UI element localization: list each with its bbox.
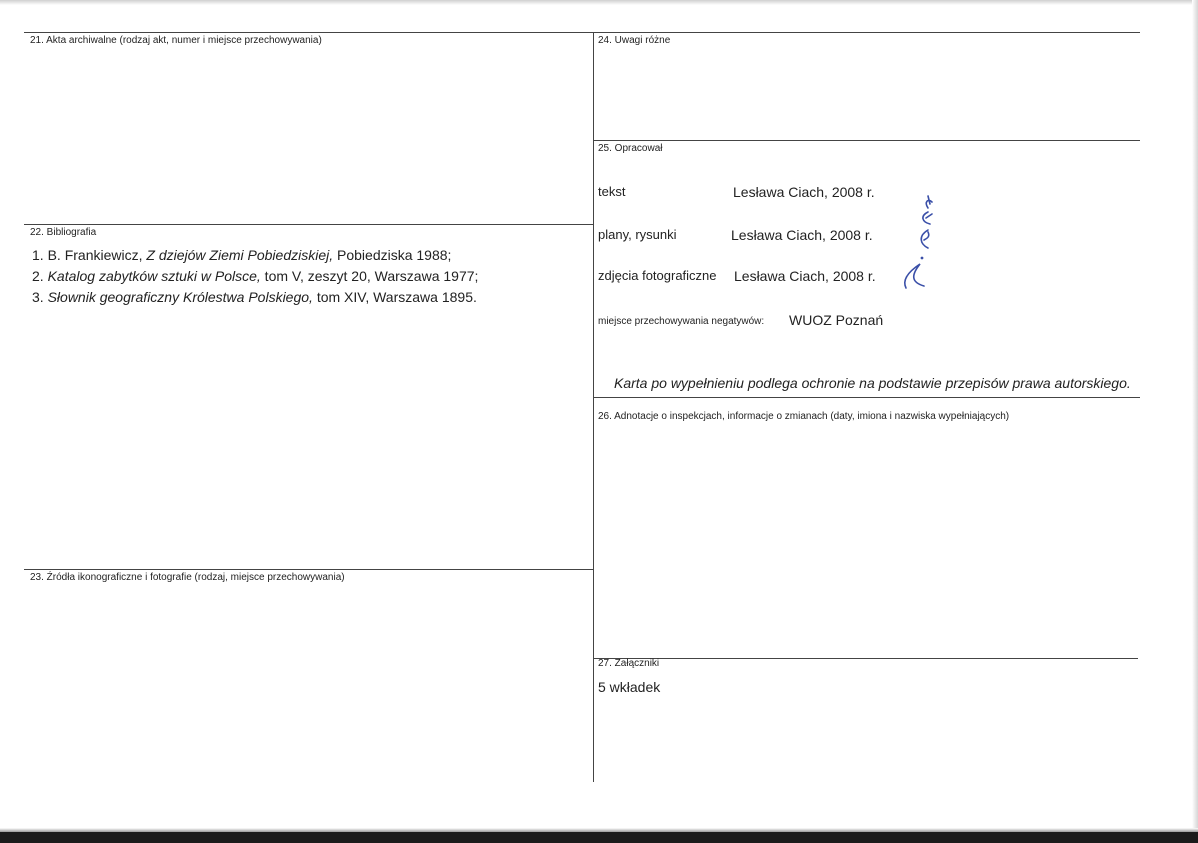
rule-s23 bbox=[24, 569, 593, 570]
bib-title: Katalog zabytków sztuki w Polsce, bbox=[47, 268, 261, 284]
section-26-label: 26. Adnotacje o inspekcjach, informacje o zmianach (daty, imiona i nazwiska wypełniających) bbox=[598, 411, 1010, 422]
scan-edge-right bbox=[1192, 0, 1198, 843]
center-divider bbox=[593, 32, 594, 782]
bib-post: tom V, zeszyt 20, Warszawa 1977; bbox=[260, 268, 479, 284]
author-row-photos-label: zdjęcia fotograficzne bbox=[598, 268, 717, 283]
bibliography-item-1 bbox=[32, 247, 451, 264]
bibliography-item-2 bbox=[32, 268, 478, 285]
bib-post: Pobiedziska 1988; bbox=[333, 247, 452, 263]
bib-title: Z dziejów Ziemi Pobiedziskiej, bbox=[146, 247, 334, 263]
bib-num: 1. bbox=[32, 247, 44, 263]
handwritten-signature bbox=[898, 192, 938, 292]
rule-s26 bbox=[593, 397, 1140, 398]
rule-s27 bbox=[593, 658, 1138, 659]
scan-edge-top bbox=[0, 0, 1198, 5]
section-23-label: 23. Źródła ikonograficzne i fotografie (rodzaj, miejsce przechowywania) bbox=[30, 572, 345, 583]
negatives-location-label: miejsce przechowywania negatywów: bbox=[598, 316, 765, 327]
bib-num: 3. bbox=[32, 289, 44, 305]
bib-post: tom XIV, Warszawa 1895. bbox=[312, 289, 477, 305]
top-rule-left bbox=[24, 32, 593, 33]
top-rule-right bbox=[593, 32, 1140, 33]
bib-title: Słownik geograficzny Królestwa Polskiego, bbox=[47, 289, 313, 305]
rule-s25 bbox=[593, 140, 1140, 141]
author-row-text-label: tekst bbox=[598, 184, 626, 199]
author-row-text-value: Lesława Ciach, 2008 r. bbox=[733, 184, 875, 200]
bib-num: 2. bbox=[32, 268, 44, 284]
rule-s22 bbox=[24, 224, 593, 225]
section-27-label: 27. Załączniki bbox=[598, 658, 660, 669]
section-25-label: 25. Opracował bbox=[598, 143, 663, 154]
copyright-note: Karta po wypełnieniu podlega ochronie na podstawie przepisów prawa autorskiego. bbox=[614, 375, 1131, 391]
negatives-location-value: WUOZ Poznań bbox=[789, 312, 884, 328]
section-24-label: 24. Uwagi różne bbox=[598, 35, 671, 46]
bib-pre: B. Frankiewicz, bbox=[47, 247, 147, 263]
scan-edge-bottom bbox=[0, 832, 1198, 843]
author-row-photos-value: Lesława Ciach, 2008 r. bbox=[734, 268, 876, 284]
bibliography-item-3 bbox=[32, 289, 477, 306]
attachments-value: 5 wkładek bbox=[598, 679, 661, 695]
section-22-label: 22. Bibliografia bbox=[30, 227, 97, 238]
author-row-plans-value: Lesława Ciach, 2008 r. bbox=[731, 227, 873, 243]
section-21-label: 21. Akta archiwalne (rodzaj akt, numer i miejsce przechowywania) bbox=[30, 35, 322, 46]
author-row-plans-label: plany, rysunki bbox=[598, 227, 677, 242]
